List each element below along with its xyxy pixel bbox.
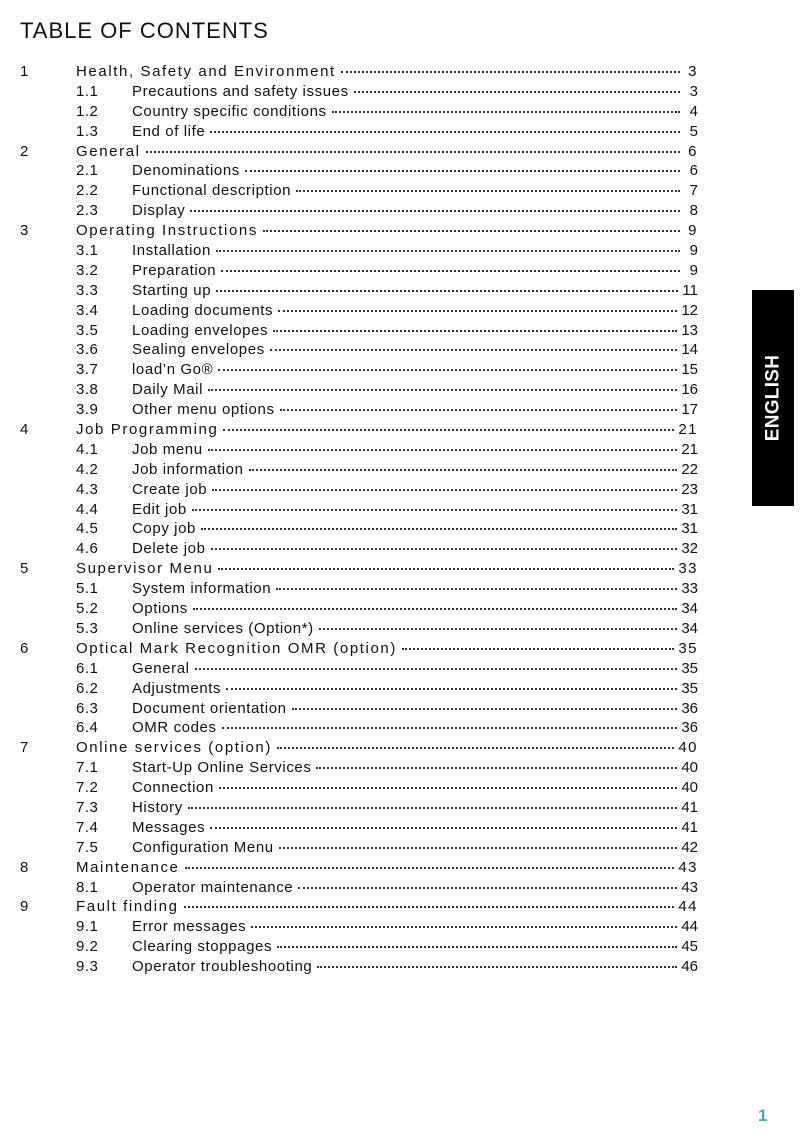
toc-entry-number: 4 [20,421,29,439]
toc-entry-page: 6 [688,142,698,160]
toc-section-5-2[interactable] [20,597,698,617]
toc-entry-number: 5.1 [76,580,99,598]
toc-chapter-2[interactable] [20,140,698,160]
dot-leader [278,299,677,315]
dot-leader [218,358,677,374]
toc-section-9-2[interactable] [20,935,698,955]
toc-entry-number: 4.6 [76,540,99,558]
toc-chapter-8[interactable] [20,856,698,876]
dot-leader [263,219,680,235]
toc-entry-number: 1.2 [76,102,99,120]
page-number: 1 [758,1106,768,1125]
dot-leader [211,537,678,553]
toc-section-9-3[interactable] [20,955,698,975]
toc-section-4-4[interactable] [20,498,698,518]
toc-chapter-3[interactable] [20,219,698,239]
toc-section-7-5[interactable] [20,836,698,856]
toc-entry-title: Maintenance [76,858,180,876]
toc-entry-number: 4.4 [76,500,99,518]
toc-entry-page: 35 [681,659,698,677]
dot-leader [223,418,674,434]
toc-entry-page: 44 [681,918,698,936]
toc-entry-number: 6.1 [76,659,99,677]
toc-section-4-2[interactable] [20,458,698,478]
dot-leader [270,338,678,354]
dot-leader [277,935,677,951]
toc-entry-title: Online services (option) [76,739,272,757]
toc-entry-page: 4 [689,102,698,120]
toc-entry-page: 6 [689,162,698,180]
dot-leader [222,716,678,732]
toc-entry-title: Loading documents [132,301,274,319]
dot-leader [402,637,674,653]
toc-entry-number: 3.2 [76,261,99,279]
toc-entry-number: 6.4 [76,719,99,737]
dot-leader [296,179,680,195]
dot-leader [279,836,678,852]
toc-section-3-6[interactable] [20,338,698,358]
toc-entry-title: Operating Instructions [76,222,258,240]
toc-entry-page: 41 [681,798,698,816]
toc-section-6-3[interactable] [20,697,698,717]
toc-entry-title: History [132,798,183,816]
toc-entry-title: Edit job [132,500,187,518]
toc-entry-page: 41 [681,818,698,836]
toc-entry-page: 43 [678,858,698,876]
toc-entry-number: 1.1 [76,82,99,100]
toc-entry-number: 3.7 [76,361,99,379]
toc-section-3-5[interactable] [20,319,698,339]
toc-entry-page: 34 [681,619,698,637]
toc-entry-number: 6.3 [76,699,99,717]
toc-entry-number: 4.1 [76,440,99,458]
toc-entry-title: Denominations [132,162,240,180]
toc-entry-title: Sealing envelopes [132,341,265,359]
toc-entry-page: 3 [689,82,698,100]
page-title: TABLE OF CONTENTS [20,18,269,43]
toc-entry-page: 33 [681,580,698,598]
dot-leader [273,319,677,335]
toc-entry-page: 36 [681,719,698,737]
toc-section-1-1[interactable] [20,80,698,100]
toc-section-5-1[interactable] [20,577,698,597]
toc-section-6-2[interactable] [20,677,698,697]
toc-entry-title: End of life [132,122,206,140]
toc-entry-page: 13 [681,321,698,339]
toc-entry-number: 7 [20,739,29,757]
dot-leader [319,617,678,633]
toc-entry-page: 45 [681,938,698,956]
toc-entry-page: 34 [681,600,698,618]
dot-leader [193,597,677,613]
toc-entry-page: 23 [681,480,698,498]
toc-entry-number: 7.5 [76,838,99,856]
toc-entry-page: 42 [681,838,698,856]
toc-section-3-7[interactable] [20,358,698,378]
toc-entry-number: 7.3 [76,798,99,816]
toc-entry-title: Country specific conditions [132,102,327,120]
dot-leader [208,438,678,454]
dot-leader [221,259,680,275]
toc-entry-title: Display [132,202,186,220]
toc-chapter-4[interactable] [20,418,698,438]
toc-entry-title: Delete job [132,540,206,558]
toc-entry-number: 7.1 [76,759,99,777]
toc-entry-number: 2.2 [76,182,99,200]
dot-leader [216,239,680,255]
toc-section-2-1[interactable] [20,159,698,179]
toc-entry-number: 2 [20,142,29,160]
toc-entry-title: Fault finding [76,898,179,916]
toc-entry-title: Adjustments [132,679,222,697]
toc-entry-page: 16 [681,381,698,399]
toc-section-2-2[interactable] [20,179,698,199]
toc-entry-title: Preparation [132,261,217,279]
toc-entry-page: 40 [681,759,698,777]
dot-leader [280,398,678,414]
toc-entry-number: 9.2 [76,938,99,956]
toc-section-6-4[interactable] [20,716,698,736]
toc-entry-page: 31 [681,520,698,538]
toc-entry-page: 8 [689,202,698,220]
language-tab-label: ENGLISH [762,354,783,442]
toc-section-6-1[interactable] [20,657,698,677]
toc-section-5-3[interactable] [20,617,698,637]
toc-entry-number: 8.1 [76,878,99,896]
toc-section-4-6[interactable] [20,537,698,557]
toc-entry-title: Connection [132,779,214,797]
toc-entry-number: 4.5 [76,520,99,538]
dot-leader [226,677,677,693]
toc-entry-page: 31 [681,500,698,518]
toc-entry-number: 3.5 [76,321,99,339]
dot-leader [316,756,677,772]
table-of-contents [20,60,698,975]
toc-entry-number: 4.3 [76,480,99,498]
dot-leader [354,80,680,96]
toc-section-3-4[interactable] [20,299,698,319]
toc-section-4-3[interactable] [20,478,698,498]
toc-entry-page: 36 [681,699,698,717]
toc-entry-number: 3.6 [76,341,99,359]
toc-entry-number: 3.1 [76,242,99,260]
toc-entry-page: 15 [681,361,698,379]
toc-section-7-1[interactable] [20,756,698,776]
toc-entry-title: Daily Mail [132,381,204,399]
dot-leader [208,378,677,394]
toc-entry-title: Online services (Option*) [132,619,314,637]
toc-entry-title: OMR codes [132,719,217,737]
toc-chapter-5[interactable] [20,557,698,577]
toc-entry-page: 22 [681,460,698,478]
toc-entry-title: Document orientation [132,699,287,717]
toc-entry-number: 9.3 [76,958,99,976]
toc-entry-page: 40 [681,779,698,797]
toc-chapter-7[interactable] [20,736,698,756]
toc-entry-title: General [132,659,190,677]
toc-entry-page: 40 [678,739,698,757]
dot-leader [251,915,677,931]
toc-chapter-9[interactable] [20,895,698,915]
dot-leader [210,120,680,136]
toc-entry-number: 6.2 [76,679,99,697]
toc-section-3-2[interactable] [20,259,698,279]
toc-section-1-2[interactable] [20,100,698,120]
toc-entry-number: 5.2 [76,600,99,618]
dot-leader [201,517,677,533]
toc-chapter-6[interactable] [20,637,698,657]
toc-entry-page: 46 [681,958,698,976]
toc-entry-page: 3 [688,63,698,80]
toc-entry-number: 2.1 [76,162,99,180]
toc-entry-page: 44 [678,898,698,916]
toc-entry-title: Optical Mark Recognition OMR (option) [76,639,397,657]
dot-leader [195,657,678,673]
toc-section-3-9[interactable] [20,398,698,418]
toc-section-8-1[interactable] [20,876,698,896]
toc-entry-number: 7.2 [76,779,99,797]
dot-leader [188,796,677,812]
dot-leader [212,478,677,494]
toc-entry-page: 33 [678,560,698,578]
dot-leader [332,100,680,116]
toc-entry-number: 4.2 [76,460,99,478]
dot-leader [249,458,678,474]
toc-entry-title: Error messages [132,918,247,936]
toc-entry-title: Starting up [132,281,212,299]
dot-leader [277,736,674,752]
toc-entry-number: 3.9 [76,401,99,419]
toc-entry-title: Functional description [132,182,292,200]
toc-entry-title: Operator troubleshooting [132,958,313,976]
toc-entry-title: Installation [132,242,211,260]
toc-entry-title: Operator maintenance [132,878,294,896]
toc-entry-number: 1.3 [76,122,99,140]
toc-entry-title: Clearing stoppages [132,938,273,956]
toc-entry-page: 5 [689,122,698,140]
toc-section-9-1[interactable] [20,915,698,935]
dot-leader [190,199,680,215]
toc-entry-page: 12 [681,301,698,319]
toc-entry-page: 35 [678,639,698,657]
toc-entry-number: 3.8 [76,381,99,399]
dot-leader [184,895,675,911]
toc-entry-title: Create job [132,480,208,498]
toc-entry-page: 35 [681,679,698,697]
toc-entry-number: 3 [20,222,29,240]
toc-entry-page: 21 [678,421,698,439]
toc-entry-title: Messages [132,818,206,836]
toc-entry-number: 3.3 [76,281,99,299]
toc-section-3-8[interactable] [20,378,698,398]
toc-entry-title: Precautions and safety issues [132,82,349,100]
toc-entry-number: 8 [20,858,29,876]
toc-section-7-3[interactable] [20,796,698,816]
dot-leader [185,856,675,872]
toc-entry-number: 1 [20,63,29,80]
toc-section-2-3[interactable] [20,199,698,219]
toc-entry-number: 5.3 [76,619,99,637]
toc-entry-page: 32 [681,540,698,558]
dot-leader [216,279,678,295]
toc-entry-title: Job menu [132,440,203,458]
dot-leader [146,140,680,156]
toc-section-7-2[interactable] [20,776,698,796]
toc-section-4-1[interactable] [20,438,698,458]
toc-entry-number: 2.3 [76,202,99,220]
toc-entry-title: Health, Safety and Environment [76,63,336,80]
toc-entry-title: Loading envelopes [132,321,269,339]
dot-leader [218,557,674,573]
toc-entry-title: Configuration Menu [132,838,274,856]
dot-leader [276,577,677,593]
toc-entry-title: Start-Up Online Services [132,759,312,777]
toc-entry-title: Job Programming [76,421,219,439]
toc-entry-title: Job information [132,460,244,478]
toc-entry-page: 7 [689,182,698,200]
toc-entry-page: 9 [689,261,698,279]
toc-entry-page: 11 [682,281,698,299]
toc-entry-number: 7.4 [76,818,99,836]
toc-entry-title: General [76,142,141,160]
dot-leader [192,498,677,514]
dot-leader [292,697,678,713]
dot-leader [210,816,677,832]
toc-entry-number: 6 [20,639,29,657]
toc-entry-number: 9.1 [76,918,99,936]
toc-section-3-1[interactable] [20,239,698,259]
toc-section-4-5[interactable] [20,517,698,537]
toc-chapter-1[interactable] [20,60,698,80]
toc-entry-title: Supervisor Menu [76,560,214,578]
toc-entry-title: Options [132,600,188,618]
dot-leader [298,876,677,892]
toc-entry-page: 21 [681,440,698,458]
toc-entry-number: 3.4 [76,301,99,319]
toc-section-7-4[interactable] [20,816,698,836]
toc-section-1-3[interactable] [20,120,698,140]
toc-entry-page: 9 [689,242,698,260]
dot-leader [341,60,680,76]
toc-entry-number: 5 [20,560,29,578]
toc-entry-page: 43 [681,878,698,896]
toc-entry-title: Other menu options [132,401,275,419]
toc-section-3-3[interactable] [20,279,698,299]
toc-entry-title: Copy job [132,520,197,538]
toc-entry-title: load’n Go® [132,361,214,379]
dot-leader [245,159,680,175]
toc-entry-number: 9 [20,898,29,916]
dot-leader [317,955,677,971]
dot-leader [219,776,677,792]
toc-entry-page: 17 [681,401,698,419]
toc-entry-title: System information [132,580,272,598]
language-tab [752,290,794,506]
toc-entry-page: 14 [681,341,698,359]
toc-entry-page: 9 [688,222,698,240]
